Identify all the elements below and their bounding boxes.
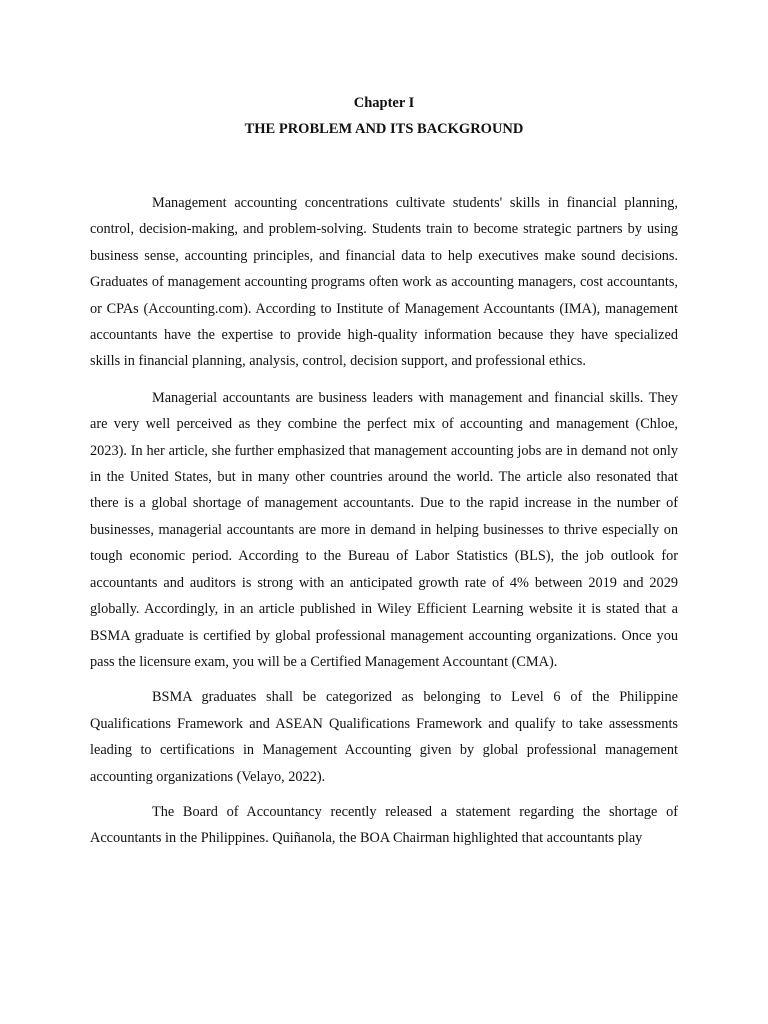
body-text xyxy=(90,190,678,862)
paragraph-3: BSMA graduates shall be categorized as belonging to Level 6 of the Philippine Qualifications Framework and ASEAN Qualifications Framework and qualify to take assessments leading to certifications in Management Accounting given by global professional management accounting organizations (Velayo, 2022). xyxy=(90,689,678,785)
paragraph-2: Managerial accountants are business leaders with management and financial skills. They are very well perceived as they combine the perfect mix of accounting and management (Chloe, 2023). In her article, she further emphasized that management accounting jobs are in demand not only in the United States, but in many other countries around the world. The article also resonated that there is a global shortage of management accountants. Due to the rapid increase in the number of businesses, managerial accountants are more in demand in helping businesses to thrive especially on tough economic period. According to the Bureau of Labor Statistics (BLS), the job outlook for accountants and auditors is strong with an anticipated growth rate of 4% between 2019 and 2029 globally. Accordingly, in an article published in Wiley Efficient Learning website it is stated that a BSMA graduate is certified by global professional management accounting organizations. Once you pass the licensure exam, you will be a Certified Management Accountant (CMA). xyxy=(90,389,678,670)
chapter-label: Chapter I xyxy=(353,95,415,111)
paragraph-1: Management accounting concentrations cultivate students' skills in financial planning, control, decision-making, and problem-solving. Students train to become strategic partners by using business sense, accounting principles, and financial data to help executives make sound decisions. Graduates of management accounting programs often work as accounting managers, cost accountants, or CPAs (Accounting.com). According to Institute of Management Accountants (IMA), management accountants have the expertise to provide high-quality information because they have specialized skills in financial planning, analysis, control, decision support, and professional ethics. xyxy=(90,195,678,370)
paragraph-4: The Board of Accountancy recently released a statement regarding the shortage of Accountants in the Philippines. Quiñanola, the BOA Chairman highlighted that accountants play xyxy=(90,803,678,847)
chapter-title: THE PROBLEM AND ITS BACKGROUND xyxy=(244,121,524,137)
